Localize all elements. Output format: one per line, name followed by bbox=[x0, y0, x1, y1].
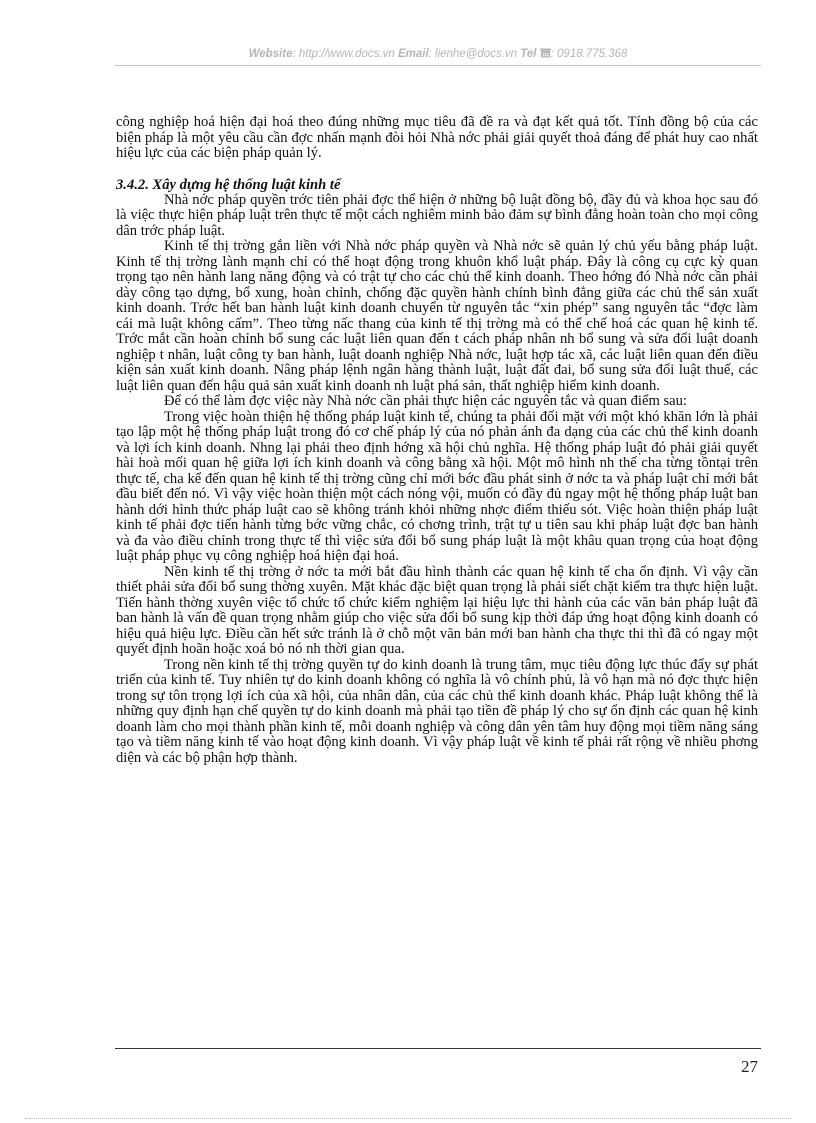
body-paragraph: Nền kinh tế thị trờng ở nớc ta mới bắt đầu hình thành các quan hệ kinh tế cha ổn định. Vì vậy cần thiết phải sửa đổi bổ sung thờng xuyên. Mặt khác đặc biệt quan trọng là phải siết chặt kiểm tra thực hiện luật. Tiến hành thờng xuyên việc tổ chức tổ chức kiểm nghiệm lại hiệu lực thi hành của các văn bản pháp luật đã ban hành là vấn đề quan trọng nhằm giúp cho việc sửa đổi bổ sung kịp thời đáp ứng hoạt động kinh doanh có hiệu quả hiệu lực. Điều cần hết sức tránh là ở chỗ một văn bản mới ban hành cha thực thi thì đã có ngay một quyết định hoãn hoặc xoá bỏ nó nh thời gian qua. bbox=[116, 563, 758, 657]
footer-divider bbox=[115, 1048, 761, 1049]
header-divider bbox=[115, 65, 761, 66]
page-header bbox=[115, 48, 761, 60]
page-number: 27 bbox=[741, 1057, 758, 1076]
tel-value: : 0918.775.368 bbox=[550, 48, 628, 60]
website-value: : http://www.docs.vn bbox=[292, 48, 395, 60]
body-paragraph: Trong việc hoàn thiện hệ thống pháp luật kinh tế, chúng ta phải đối mặt với một khó khăn lớn là phải tạo lập một hệ thống pháp luật trong đó cơ chế pháp lý của nó phản ánh đa dạng của các chủ thể kinh doanh và lợi ích kinh doanh. Nhng lại phải theo định hớng xã hội chủ nghĩa. Hệ thống pháp luật đó phải giải quyết hài hoà mối quan hệ giữa lợi ích kinh doanh và công bằng xã hội. Một mô hình nh thế cha từng tồntại trên thực tế, cha kể đến quan hệ kinh tế thị trờng cũng chỉ mới bớc đầu phát sinh ở nớc ta và pháp luật chỉ mới bắt đầu biết đến nó. Vì vậy việc hoàn thiện một cách nóng vội, muốn có đầy đủ ngay một hệ thống pháp luật ban hành dới hình thức pháp luật cao sẽ không tránh khỏi những nhợc điểm thiếu sót. Việc hoàn thiện pháp luật kinh tế phải đợc tiến hành từng bớc vững chắc, có chơng trình, trật tự u tiên sau khi pháp luật đợc ban hành và đa vào điều chỉnh trong thực tế thì việc sửa đổi bổ sung pháp luật là một khâu quan trọng của hoạt động luật pháp phục vụ công nghiệp hoá hiện đại hoá. bbox=[116, 408, 758, 564]
intro-paragraph: công nghiệp hoá hiện đại hoá theo đúng những mục tiêu đã đề ra và đạt kết quả tốt. Tính đồng bộ của các biện pháp là một yêu cầu cần đợc nhấn mạnh đòi hỏi Nhà nớc phải giải quyết thoả đáng để phát huy cao nhất hiệu lực của các biện pháp quản lý. bbox=[116, 114, 758, 161]
body-paragraph: Trong nền kinh tế thị trờng quyền tự do kinh doanh là trung tâm, mục tiêu động lực thúc đẩy sự phát triển của kinh tế. Tuy nhiên tự do kinh doanh không có nghĩa là vô chính phủ, là vô hạn mà nó đợc thực hiện trong sự tôn trọng lợi ích của xã hội, của nhân dân, của các chủ thể kinh doanh khác. Pháp luật không thể là những quy định hạn chế quyền tự do kinh doanh mà phải tạo tiền đề pháp lý cho sự ổn định các quan hệ kinh doanh làm cho mọi thành phần kinh tế, mỗi doanh nghiệp và công dân yên tâm huy động mọi tiềm năng sáng tạo và tiềm năng kinh tế vào hoạt động kinh doanh. Vì vậy pháp luật về kinh tế phải rất rộng về nhiều phơng diện và các bộ phận hợp thành. bbox=[116, 656, 758, 766]
tel-label: Tel bbox=[520, 48, 537, 60]
website-label: Website bbox=[248, 48, 293, 60]
email-value: : lienhe@docs.vn bbox=[428, 48, 518, 60]
section-heading: 3.4.2. Xây dựng hệ thống luật kinh tế bbox=[116, 176, 341, 193]
body-paragraph: Để có thể làm đợc việc này Nhà nớc cần phải thực hiện các nguyên tắc và quan điểm sau: bbox=[164, 393, 687, 409]
document-body bbox=[116, 115, 758, 766]
body-paragraph: Nhà nớc pháp quyền trớc tiên phải đợc thể hiện ở những bộ luật đồng bộ, đầy đủ và khoa học sau đó là việc thực hiện pháp luật trên thực tế một cách nghiêm minh bảo đảm sự bình đẳng hoàn toàn cho mọi công dân trớc pháp luật. bbox=[116, 191, 758, 239]
page-bottom-border bbox=[25, 1118, 791, 1119]
body-paragraph: Kinh tế thị trờng gắn liền với Nhà nớc pháp quyền và Nhà nớc sẽ quản lý chủ yếu bằng pháp luật. Kinh tế thị trờng lành mạnh chỉ có thể hoạt động trong khuôn khổ luật pháp. Đây là công cụ cực kỳ quan trọng tạo nên hành lang năng động và có trật tự cho các chủ thể kinh doanh. Theo hớng đó Nhà nớc cần phải dày công tạo dựng, bổ xung, hoàn chỉnh, chống đặc quyền hành chính bình đẳng giữa các chủ thể sản xuất kinh doanh. Trớc hết ban hành luật kinh doanh chuyển từ nguyên tắc “xin phép” sang nguyên tắc “đợc làm cái mà luật không cấm”. Theo từng nấc thang của kinh tế thị trờng mà có thể chế hoá các quan hệ kinh tế. Trớc mắt cần hoàn chỉnh bổ sung các luật liên quan đến t cách pháp nhân nh bổ sung và sửa đổi luật doanh nghiệp t nhân, luật công ty ban hành, luật doanh nghiệp Nhà nớc, luật hợp tác xã, các luật liên quan đến điều kiện sản xuất kinh doanh. Nâng pháp lệnh ngân hàng thành luật, luật đất đai, bổ sung sửa đổi luật thuế, các luật liên quan đến hậu quả sản xuất kinh doanh nh luật phá sản, thất nghiệp hiểm kinh doanh. bbox=[116, 238, 758, 394]
phone-icon bbox=[540, 48, 551, 60]
email-label: Email bbox=[397, 48, 429, 60]
